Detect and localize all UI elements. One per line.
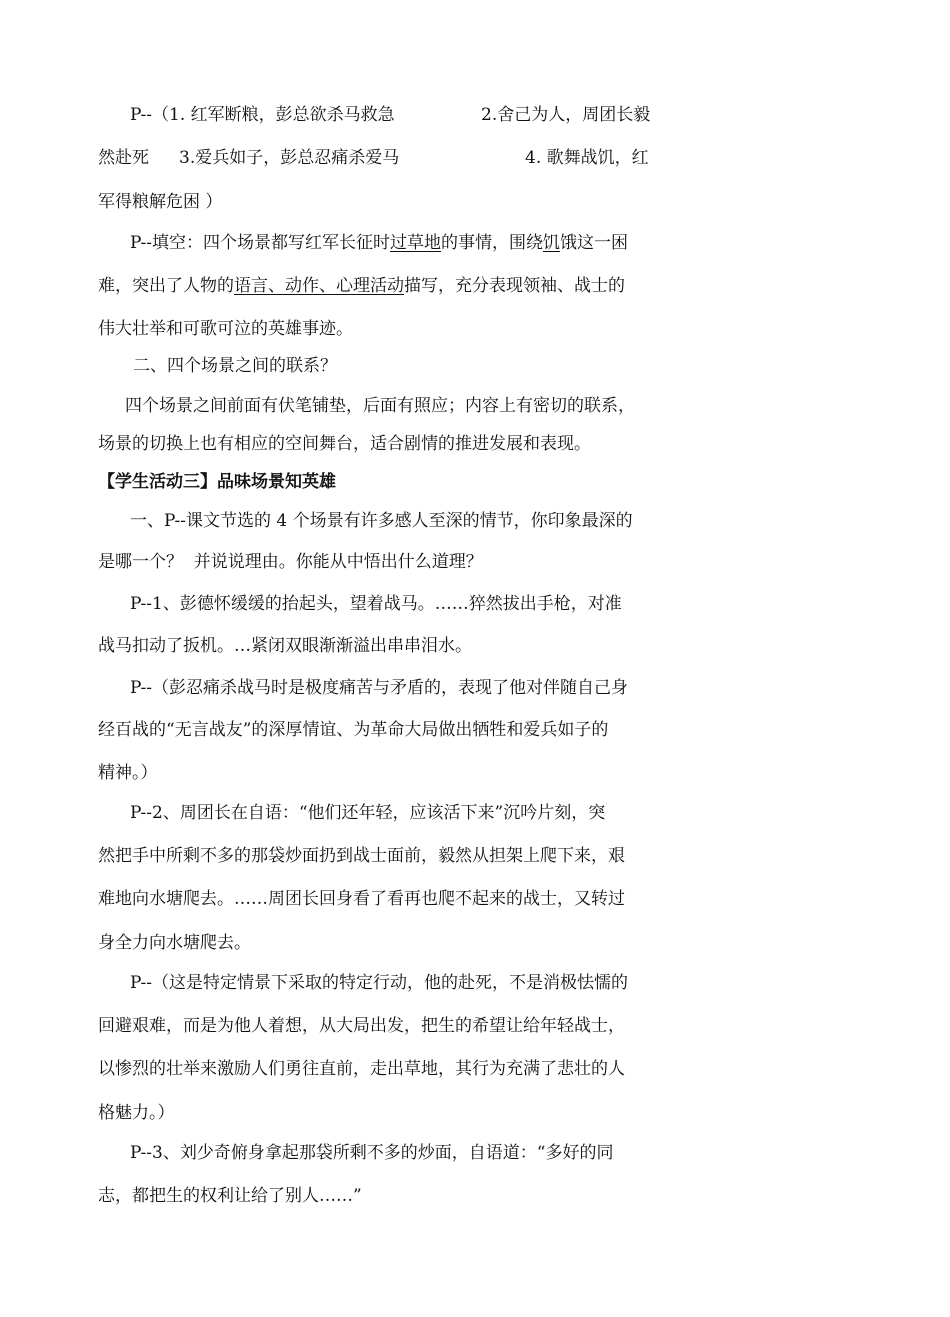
analysis-2-line-2: 回避艰难，而是为他人着想，从大局出发，把生的希望让给年轻战士， xyxy=(98,1016,625,1036)
activity-3-question-line-1: 一、P--课文节选的 4 个场景有许多感人至深的情节，你印象最深的 xyxy=(130,511,633,531)
choice-3: 3.爱兵如子，彭总忍痛杀爱马 xyxy=(179,148,400,168)
activity-3-question-line-2: 是哪一个？ 并说说理由。你能从中悟出什么道理？ xyxy=(98,552,483,572)
fill-line-2 xyxy=(98,275,625,297)
passage-1-line-2: 战马扣动了扳机。…紧闭双眼渐渐溢出串串泪水。 xyxy=(98,636,472,656)
question-2-answer-line-2: 场景的切换上也有相应的空间舞台，适合剧情的推进发展和表现。 xyxy=(98,434,591,454)
choice-2: 2.舍己为人，周团长毅 xyxy=(481,105,651,125)
analysis-1-line-3: 精神。） xyxy=(98,763,158,783)
passage-2-line-4: 身全力向水塘爬去。 xyxy=(98,933,251,953)
analysis-1-line-2: 经百战的“无言战友”的深厚情谊、为革命大局做出牺牲和爱兵如子的 xyxy=(98,720,609,740)
fill-line-3: 伟大壮举和可歌可泣的英雄事迹。 xyxy=(98,319,353,339)
choices-prefix: P--（1. xyxy=(130,105,191,125)
fill-text-e: 描写，充分表现领袖、战士的 xyxy=(404,276,625,296)
passage-2-line-3: 难地向水塘爬去。……周团长回身看了看再也爬不起来的战士，又转过 xyxy=(98,889,625,909)
fill-text-a: P--填空：四个场景都写红军长征时 xyxy=(130,233,390,253)
passage-1-line-1: P--1、彭德怀缓缓的抬起头，望着战马。……猝然拔出手枪，对准 xyxy=(130,594,622,614)
activity-3-heading: 【学生活动三】品味场景知英雄 xyxy=(98,472,336,492)
choice-1: 红军断粮，彭总欲杀马救急 xyxy=(190,105,395,125)
passage-3-line-1: P--3、刘少奇俯身拿起那袋所剩不多的炒面，自语道：“多好的同 xyxy=(130,1143,614,1163)
fill-answer-description: 语言、动作、心理活动 xyxy=(234,276,404,296)
question-2-answer-line-1: 四个场景之间前面有伏笔铺垫，后面有照应；内容上有密切的联系， xyxy=(125,396,635,416)
fill-text-d: 难，突出了人物的 xyxy=(98,276,234,296)
analysis-2-line-4: 格魅力。） xyxy=(98,1103,175,1123)
choice-4-cont: 军得粮解危困 ） xyxy=(98,192,223,212)
passage-3-line-2: 志，都把生的权利让给了别人……” xyxy=(98,1186,362,1206)
question-2-title: 二、四个场景之间的联系？ xyxy=(133,356,337,376)
fill-text-c: 饿这一困 xyxy=(560,233,628,253)
fill-answer-grassland: 过草地 xyxy=(390,233,441,253)
choice-2-cont: 然赴死 xyxy=(98,148,149,168)
analysis-2-line-1: P--（这是特定情景下采取的特定行动，他的赴死，不是消极怯懦的 xyxy=(130,973,628,993)
choice-4: 4. 歌舞战饥，红 xyxy=(525,148,649,168)
passage-2-line-2: 然把手中所剩不多的那袋炒面扔到战士面前，毅然从担架上爬下来，艰 xyxy=(98,846,625,866)
analysis-1-line-1: P--（彭忍痛杀战马时是极度痛苦与矛盾的，表现了他对伴随自己身 xyxy=(130,678,628,698)
analysis-2-line-3: 以惨烈的壮举来激励人们勇往直前，走出草地，其行为充满了悲壮的人 xyxy=(98,1059,625,1079)
choices-line-1 xyxy=(130,104,395,126)
fill-answer-hunger: 饥 xyxy=(543,233,560,253)
fill-text-b: 的事情，围绕 xyxy=(441,233,543,253)
fill-line-1 xyxy=(130,232,628,254)
passage-2-line-1: P--2、周团长在自语：“他们还年轻，应该活下来”沉吟片刻，突 xyxy=(130,803,606,823)
